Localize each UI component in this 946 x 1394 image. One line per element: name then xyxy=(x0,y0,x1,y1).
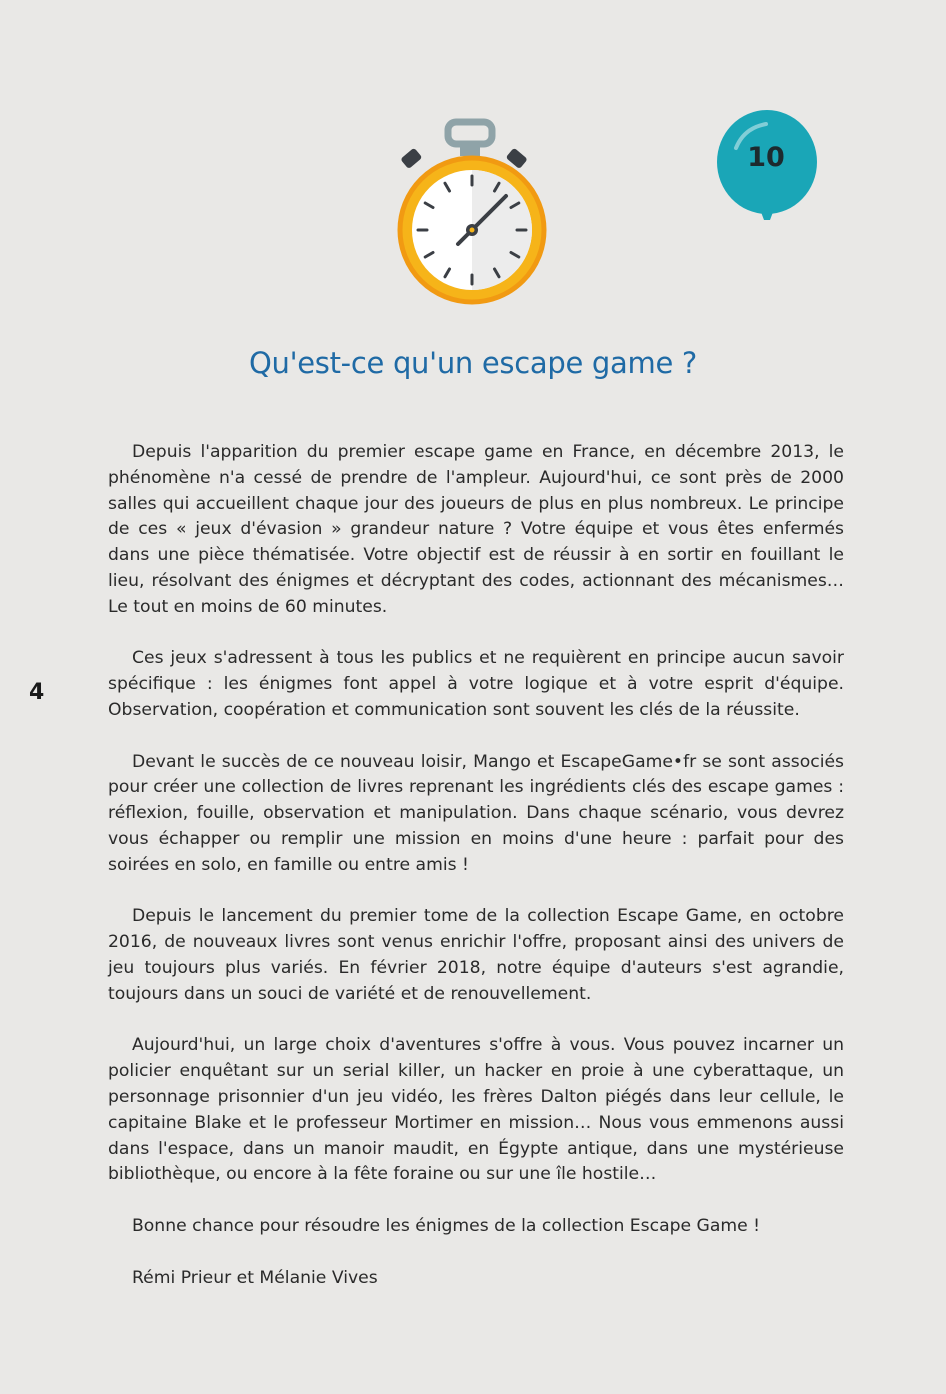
paragraph-4: Depuis le lancement du premier tome de la collection Escape Game, en octobre 2016, de nouveaux livres sont venus enrichir l'offre, proposant ainsi des univers de jeu toujours plus variés. En février 2018, notre équipe d'auteurs s'est agrandie, toujours dans un souci de variété et de renouvellement. xyxy=(108,906,844,1004)
paragraph-5: Aujourd'hui, un large choix d'aventures s'offre à vous. Vous pouvez incarner un policier enquêtant sur un serial killer, un hacker en proie à une cyberattaque, un personnage prisonnier d'un jeu vidéo, les frères Dalton piégés dans leur cellule, le capitaine Blake et le professeur Mortimer en mission… Nous vous emmenons aussi dans l'espace, dans un manoir maudit, en Égypte antique, dans une mystérieuse bibliothèque, ou encore à la fête foraine ou sur une île hostile… xyxy=(108,1035,844,1185)
page-number: 4 xyxy=(29,680,45,705)
paragraph-1: Depuis l'apparition du premier escape game en France, en décembre 2013, le phénomène n'a cessé de prendre de l'ampleur. Aujourd'hui, ce sont près de 2000 salles qui accueillent chaque jour des joueurs de plus en plus nombreux. Le principe de ces « jeux d'évasion » grandeur nature ? Votre équipe et vous êtes enfermés dans une pièce thématisée. Votre objectif est de réussir à en sortir en fouillant le lieu, résolvant des énigmes et décryptant des codes, actionnant des mécanismes… Le tout en moins de 60 minutes. xyxy=(108,442,844,617)
paragraph-3: Devant le succès de ce nouveau loisir, Mango et EscapeGame•fr se sont associés pour créer une collection de livres reprenant les ingrédients clés des escape games : réflexion, fouille, observation et manipulation. Dans chaque scénario, vous devrez vous échapper ou remplir une mission en moins d'une heure : parfait pour des soirées en solo, en famille ou entre amis ! xyxy=(108,751,844,875)
closing-line: Bonne chance pour résoudre les énigmes de la collection Escape Game ! xyxy=(132,1215,761,1236)
stopwatch-icon xyxy=(396,118,548,306)
authors-signature: Rémi Prieur et Mélanie Vives xyxy=(132,1267,378,1288)
body-text xyxy=(108,440,844,1317)
page-title: Qu'est-ce qu'un escape game ? xyxy=(248,346,698,380)
balloon-number: 10 xyxy=(747,142,785,173)
paragraph-2: Ces jeux s'adressent à tous les publics et ne requièrent en principe aucun savoir spécifique : les énigmes font appel à votre logique et à votre esprit d'équipe. Observation, coopération et communication sont souvent les clés de la réussite. xyxy=(108,648,844,720)
